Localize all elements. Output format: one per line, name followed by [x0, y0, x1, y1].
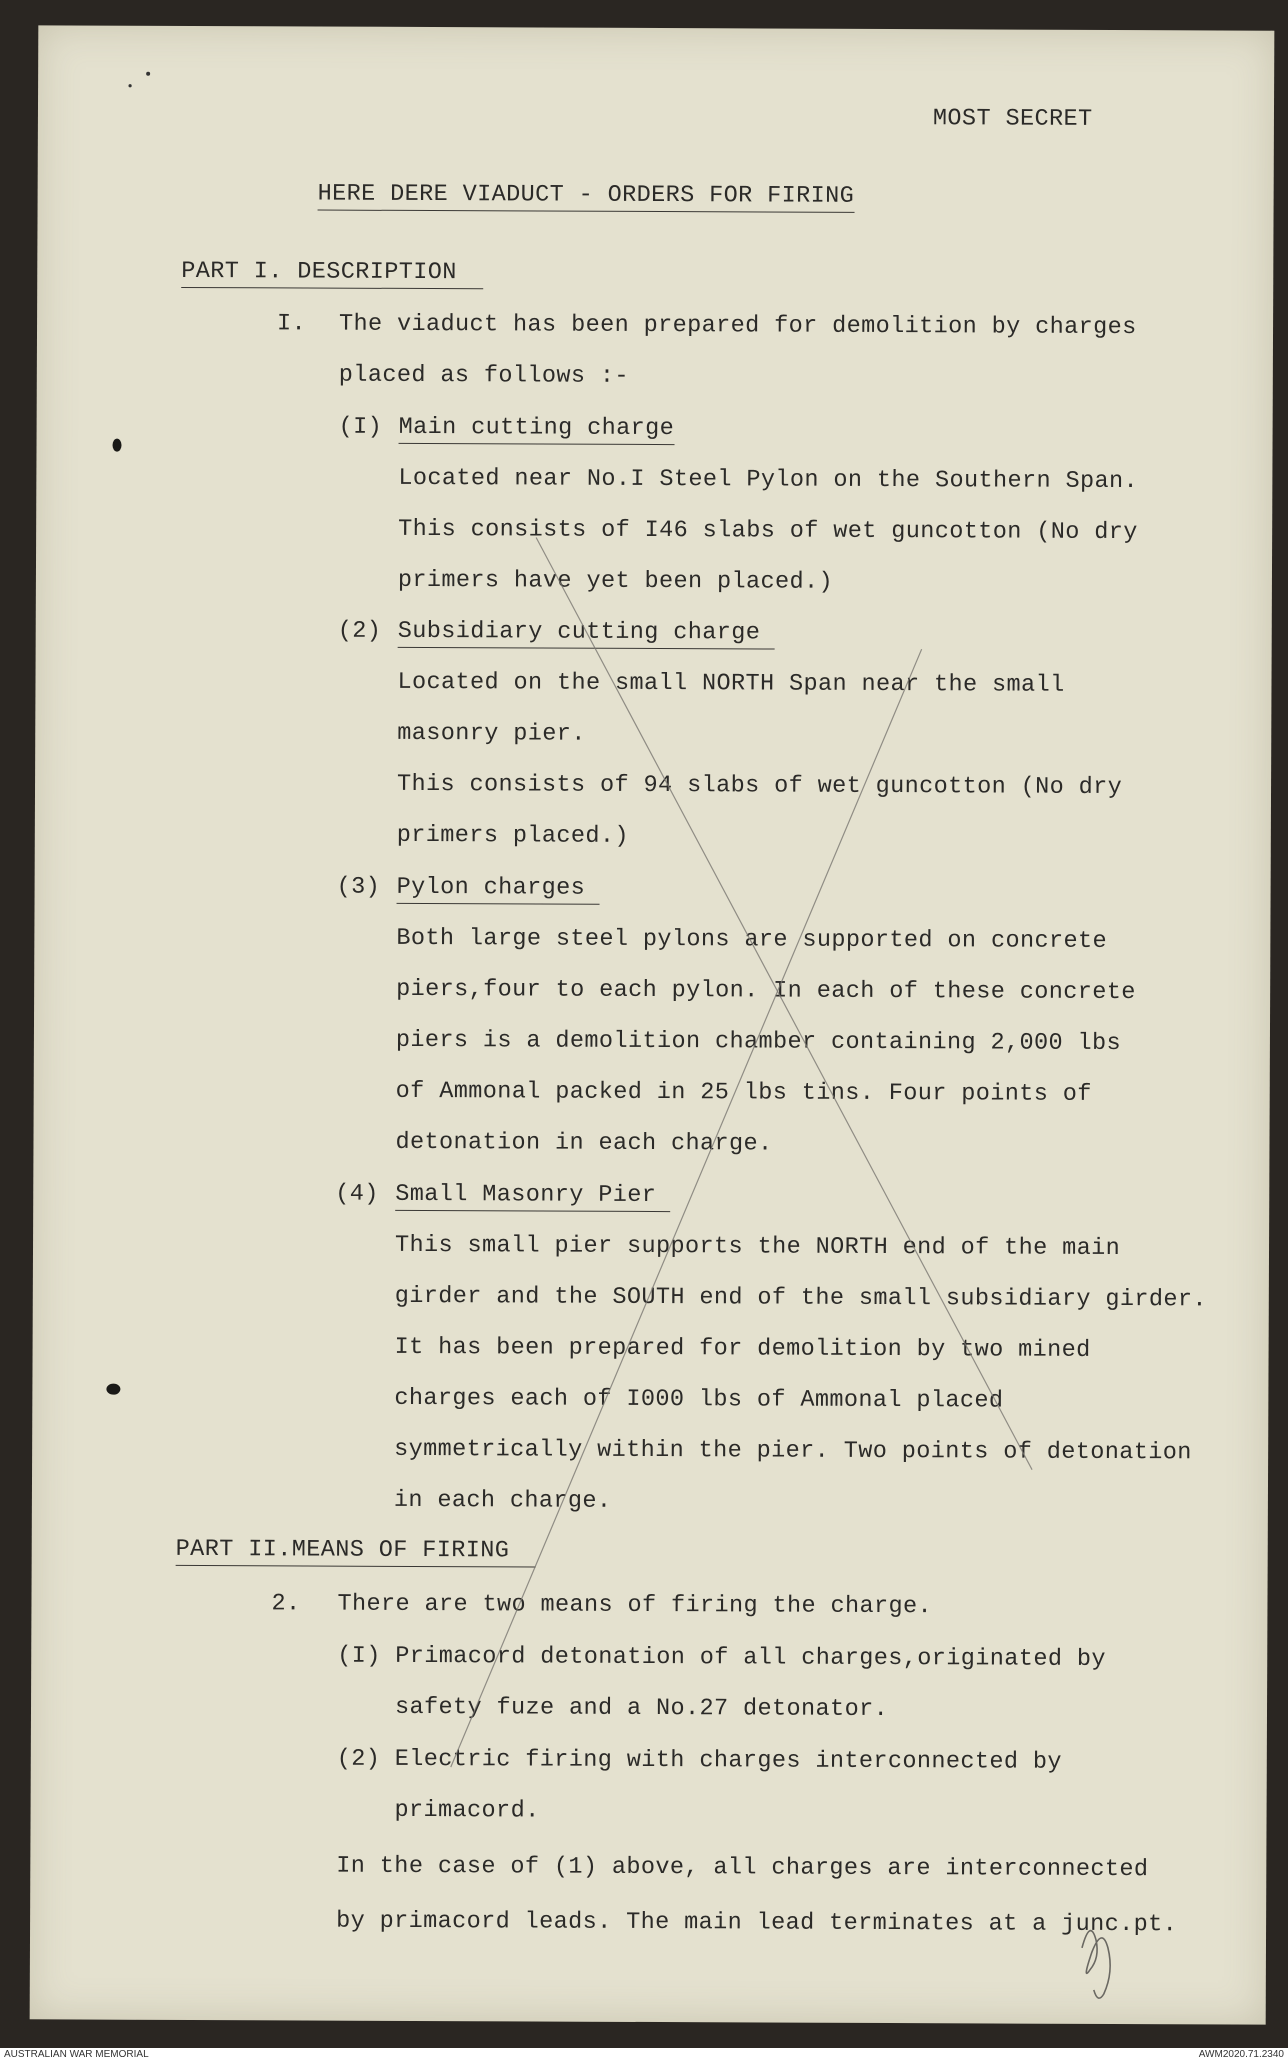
closing-line: In the case of (1) above, all charges are interconnected [336, 1852, 1149, 1884]
part2-heading: PART II.MEANS OF FIRING [176, 1536, 536, 1568]
item-number: (4) [335, 1180, 379, 1208]
footer-right: AWM2020.71.2340 [1198, 2049, 1284, 2060]
paragraph-number: I. [276, 310, 307, 338]
item-line: This small pier supports the NORTH end of the main [394, 1231, 1121, 1263]
item-line: piers,four to each pylon. In each of these concrete [396, 975, 1136, 1007]
item-number: (2) [337, 617, 382, 645]
item-line: piers is a demolition chamber containing 2,000 lbs [395, 1026, 1122, 1058]
item-heading: Subsidiary cutting charge [398, 618, 775, 650]
item-line: charges each of I000 lbs of Ammonal placed [394, 1384, 1004, 1415]
item-number: (I) [337, 1642, 381, 1670]
closing-line: by primacord leads. The main lead terminates at a junc.pt. [336, 1907, 1178, 1939]
part1-heading: PART I. DESCRIPTION [181, 258, 483, 289]
item-line: It has been prepared for demolition by two mined [394, 1333, 1091, 1364]
item-line: of Ammonal packed in 25 lbs tins. Four points of [395, 1077, 1092, 1108]
item-line: detonation in each charge. [395, 1128, 773, 1158]
page-title: HERE DERE VIADUCT - ORDERS FOR FIRING [318, 181, 855, 213]
pencil-initials-icon [1082, 1931, 1111, 1999]
item-number: (3) [336, 873, 381, 901]
item-number: (2) [336, 1745, 381, 1773]
item-line: symmetrically within the pier. Two points of detonation [394, 1435, 1192, 1467]
item-line: This consists of I46 slabs of wet guncotton (No dry [398, 515, 1138, 547]
item-line: safety fuze and a No.27 detonator. [394, 1693, 889, 1724]
item-heading: Small Masonry Pier [395, 1181, 670, 1212]
item-line: primacord. [394, 1796, 540, 1825]
item-line: Both large steel pylons are supported on concrete [396, 924, 1108, 955]
item-line: primers placed.) [396, 821, 629, 850]
item-line: Electric firing with charges interconnected by [394, 1745, 1062, 1776]
document-page [30, 25, 1275, 2024]
item-line: Primacord detonation of all charges,originated by [395, 1642, 1106, 1673]
paragraph-line: placed as follows :- [338, 361, 629, 390]
speck-mark [146, 72, 150, 76]
speck-mark [128, 84, 131, 87]
item-line: masonry pier. [397, 719, 586, 748]
footer-left: AUSTRALIAN WAR MEMORIAL [4, 2049, 149, 2060]
item-line: Located on the small NORTH Span near the small [397, 668, 1065, 699]
item-line: girder and the SOUTH end of the small subsidiary girder. [394, 1282, 1208, 1314]
item-line: in each charge. [393, 1486, 612, 1515]
paragraph-line: The viaduct has been prepared for demolition by charges [338, 310, 1137, 342]
item-line: This consists of 94 slabs of wet guncotton (No dry [396, 770, 1123, 802]
item-number: (I) [338, 413, 383, 441]
pencil-annotations [30, 25, 1275, 2024]
pencil-cross-line-icon [451, 647, 922, 1769]
paragraph-number: 2. [271, 1590, 301, 1618]
classification-label: MOST SECRET [932, 105, 1093, 133]
pencil-cross-line-icon [532, 537, 1036, 1469]
paragraph-line: There are two means of firing the charge. [337, 1590, 933, 1621]
item-line: Located near No.I Steel Pylon on the Southern Span. [398, 464, 1139, 496]
item-heading: Main cutting charge [399, 414, 675, 445]
item-heading: Pylon charges [397, 874, 600, 905]
item-line: primers have yet been placed.) [397, 566, 834, 596]
